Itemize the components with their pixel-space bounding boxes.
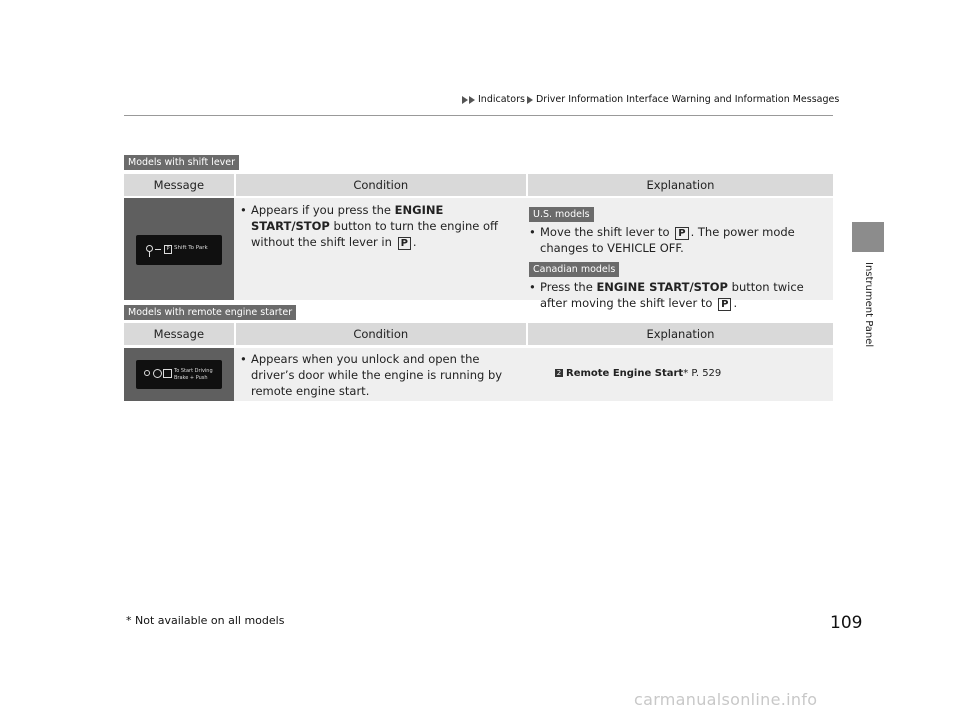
table-header bbox=[124, 174, 833, 196]
arrow-right-icon bbox=[155, 249, 161, 250]
triangle-right-icon bbox=[462, 96, 468, 104]
watermark: carmanualsonline.info bbox=[634, 690, 818, 709]
breadcrumb-item-indicators[interactable]: Indicators bbox=[478, 94, 525, 105]
chapter-tab-label: Instrument Panel bbox=[863, 262, 874, 348]
page-number: 109 bbox=[830, 613, 863, 633]
us-models-tag: U.S. models bbox=[529, 207, 594, 222]
message-thumbnail bbox=[124, 348, 234, 401]
column-header-condition: Condition bbox=[234, 174, 526, 196]
column-header-explanation: Explanation bbox=[526, 174, 833, 196]
column-header-condition: Condition bbox=[234, 323, 526, 345]
table-row bbox=[124, 348, 833, 401]
section-tag-remote-starter: Models with remote engine starter bbox=[124, 305, 296, 320]
screen-text-line1: To Start Driving bbox=[174, 368, 213, 374]
message-thumbnail bbox=[124, 198, 234, 300]
gear-p-box: P bbox=[398, 237, 411, 250]
section-tag-shift-lever: Models with shift lever bbox=[124, 155, 239, 170]
footnote: * Not available on all models bbox=[126, 614, 285, 627]
header-rule bbox=[124, 115, 833, 116]
canadian-explanation: • Press the ENGINE START/STOP button twice after moving the shift lever to P . bbox=[529, 279, 829, 311]
table-header bbox=[124, 323, 833, 345]
triangle-right-icon bbox=[469, 96, 475, 104]
chapter-tab-marker bbox=[852, 222, 884, 252]
condition-cell bbox=[240, 202, 523, 250]
condition-text: • Appears if you press the ENGINE START/STOP button to turn the engine off without the shift lever in P . bbox=[240, 202, 523, 250]
screen-text: Shift To Park bbox=[174, 245, 208, 251]
key-stem-icon bbox=[149, 251, 150, 257]
us-explanation: • Move the shift lever to P . The power mode changes to VEHICLE OFF. bbox=[529, 224, 829, 256]
table-row bbox=[124, 198, 833, 310]
breadcrumb bbox=[462, 94, 839, 105]
cross-reference-link[interactable]: 2 Remote Engine Start* P. 529 bbox=[556, 368, 722, 379]
power-button-icon bbox=[163, 369, 172, 378]
screen-text-line2: Brake + Push bbox=[174, 375, 208, 381]
breadcrumb-item-messages[interactable]: Driver Information Interface Warning and Information Messages bbox=[535, 94, 840, 105]
key-icon bbox=[144, 370, 150, 376]
column-header-message: Message bbox=[153, 178, 205, 192]
column-header-explanation: Explanation bbox=[526, 323, 833, 345]
reference-arrow-icon: 2 bbox=[556, 369, 562, 377]
canadian-models-tag: Canadian models bbox=[529, 262, 619, 277]
column-header-message: Message bbox=[153, 327, 205, 341]
brake-pedal-icon bbox=[153, 369, 162, 378]
gear-p-box: P bbox=[675, 227, 688, 240]
gear-p-box: P bbox=[718, 298, 731, 311]
explanation-cell bbox=[529, 202, 829, 311]
display-screen-image bbox=[136, 360, 222, 389]
display-screen-image bbox=[136, 235, 222, 265]
gear-p-icon: P bbox=[164, 245, 172, 254]
triangle-right-icon bbox=[527, 96, 533, 104]
condition-text: • Appears when you unlock and open the driver’s door while the engine is running by remote engine start. bbox=[240, 351, 523, 399]
